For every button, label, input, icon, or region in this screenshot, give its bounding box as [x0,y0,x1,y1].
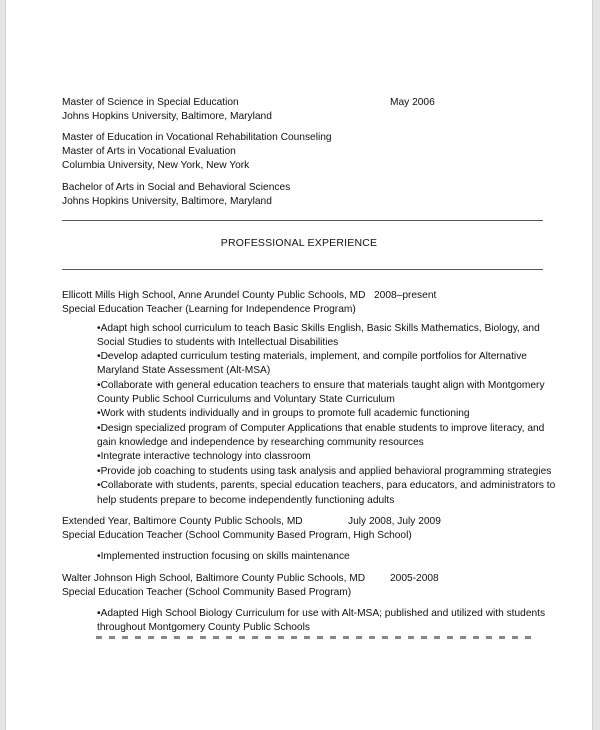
job-bullet: •Design specialized program of Computer Applications that enable students to improve literacy, and [97,423,545,434]
job-bullet: •Implemented instruction focusing on skills maintenance [97,551,350,562]
divider [62,220,543,221]
job-bullet: throughout Montgomery County Public Schools [97,622,310,633]
school-name: Johns Hopkins University, Baltimore, Maryland [62,111,272,122]
job-bullet: Social Studies to students with Intellectual Disabilities [97,337,339,348]
school-name: Johns Hopkins University, Baltimore, Maryland [62,196,272,207]
divider [62,269,543,270]
job-title: Special Education Teacher (Learning for Independence Program) [62,304,356,315]
job-bullet: •Work with students individually and in groups to promote full academic functioning [97,408,470,419]
degree-ma-vocational-evaluation: Master of Arts in Vocational Evaluation [62,146,236,157]
degree-ms-special-education: Master of Science in Special Education [62,97,239,108]
job-bullet: •Collaborate with students, parents, special education teachers, para educators, and administrators to [97,480,556,491]
degree-date: May 2006 [390,97,435,108]
job-bullet: Maryland State Assessment (Alt-MSA) [97,365,271,376]
degree-ba-social-sciences: Bachelor of Arts in Social and Behavioral Sciences [62,182,291,193]
job-dates: 2005-2008 [390,573,439,584]
job-dates: 2008–present [374,290,437,301]
job-employer: Ellicott Mills High School, Anne Arundel County Public Schools, MD [62,290,366,301]
school-name: Columbia University, New York, New York [62,160,250,171]
job-bullet: •Develop adapted curriculum testing materials, implement, and compile portfolios for Alternative [97,351,527,362]
job-bullet: help students prepare to become independently functioning adults [97,495,395,506]
job-bullet: •Collaborate with general education teachers to ensure that materials taught align with Montgomery [97,380,545,391]
job-employer: Walter Johnson High School, Baltimore County Public Schools, MD [62,573,366,584]
section-heading: PROFESSIONAL EXPERIENCE [220,237,378,249]
job-dates: July 2008, July 2009 [348,516,441,527]
job-bullet: •Integrate interactive technology into classroom [97,451,311,462]
job-bullet: •Adapt high school curriculum to teach Basic Skills English, Basic Skills Mathematics, Biology, and [97,323,540,334]
job-bullet: •Provide job coaching to students using task analysis and applied behavioral programming strategies [97,466,552,477]
degree-med-rehab-counseling: Master of Education in Vocational Rehabilitation Counseling [62,132,332,143]
job-employer: Extended Year, Baltimore County Public Schools, MD [62,516,303,527]
document-page [5,0,593,730]
job-title: Special Education Teacher (School Community Based Program) [62,587,352,598]
job-bullet: gain knowledge and independence by researching community resources [97,437,424,448]
job-title: Special Education Teacher (School Community Based Program, High School) [62,530,412,541]
job-bullet: County Public School Curriculums and Voluntary State Curriculum [97,394,395,405]
truncated-text-edge [96,636,536,639]
job-bullet: •Adapted High School Biology Curriculum for use with Alt-MSA; published and utilized with students [97,608,546,619]
